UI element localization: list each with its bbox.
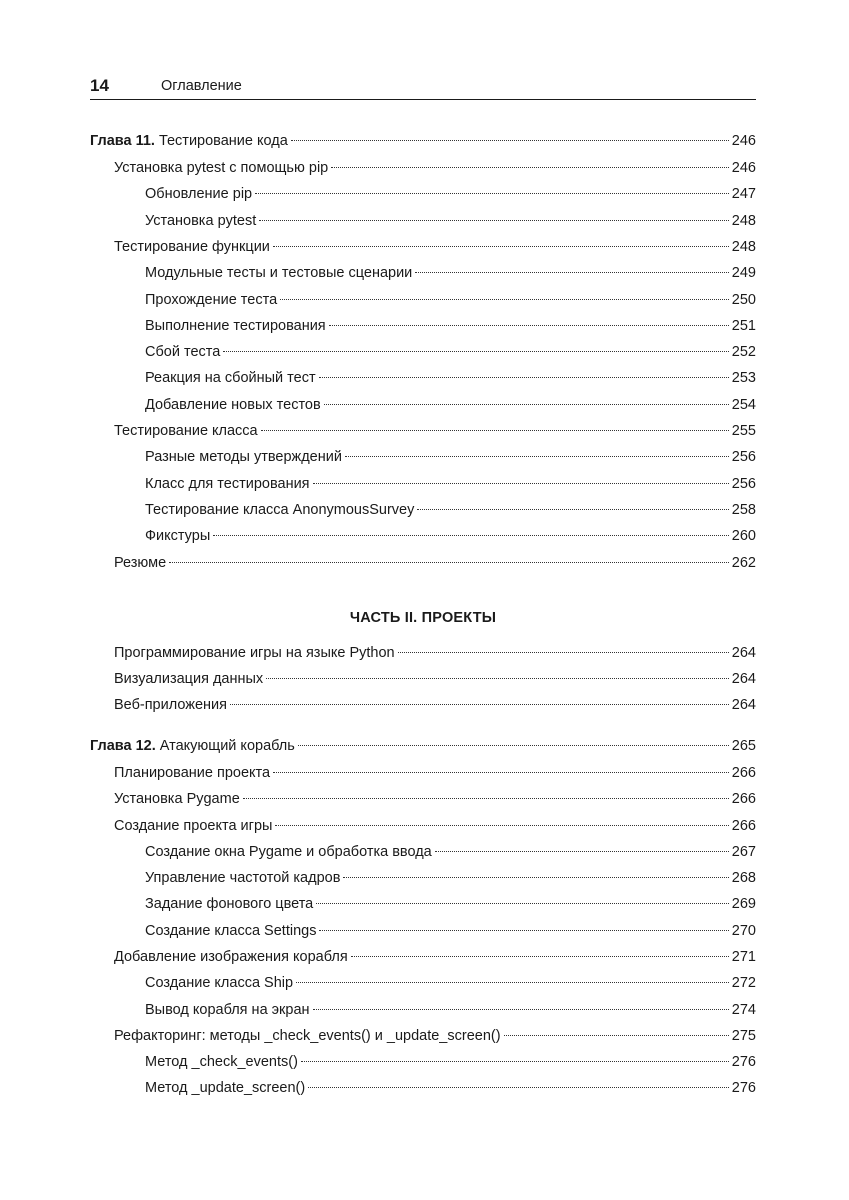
running-title: Оглавление bbox=[161, 78, 242, 94]
toc-page-number: 269 bbox=[731, 896, 756, 912]
toc-title: Создание класса Settings bbox=[145, 923, 317, 939]
toc-page-number: 275 bbox=[731, 1028, 756, 1044]
toc-page-number: 264 bbox=[731, 645, 756, 661]
toc-subsection[interactable] bbox=[145, 211, 756, 231]
toc-title: Установка pytest с помощью pip bbox=[114, 160, 329, 176]
toc-subsection[interactable] bbox=[145, 316, 756, 336]
toc-page-number: 266 bbox=[731, 765, 756, 781]
dot-leader bbox=[313, 1009, 729, 1010]
toc-title: Атакующий корабль bbox=[159, 738, 295, 754]
dot-leader bbox=[415, 272, 729, 273]
dot-leader bbox=[308, 1087, 729, 1088]
toc-subsection[interactable] bbox=[145, 447, 756, 467]
toc-page-number: 255 bbox=[731, 423, 756, 439]
toc-title: Визуализация данных bbox=[114, 671, 264, 687]
toc-page-number: 260 bbox=[731, 528, 756, 544]
toc-subsection[interactable] bbox=[145, 1078, 756, 1098]
toc-title: Тестирование функции bbox=[114, 239, 270, 255]
toc-section[interactable] bbox=[114, 669, 756, 689]
dot-leader bbox=[343, 877, 728, 878]
toc-page-number: 264 bbox=[731, 697, 756, 713]
toc-subsection[interactable] bbox=[145, 395, 756, 415]
toc-page-number: 246 bbox=[731, 133, 756, 149]
toc-page-number: 264 bbox=[731, 671, 756, 687]
toc-title: Фикстуры bbox=[145, 528, 211, 544]
toc-subsection[interactable] bbox=[145, 474, 756, 494]
toc-title: Тестирование класса AnonymousSurvey bbox=[145, 502, 415, 518]
toc-page-number: 265 bbox=[731, 738, 756, 754]
toc-section[interactable] bbox=[114, 816, 756, 836]
chapter-label: Глава 11. bbox=[90, 133, 155, 149]
page-number: 14 bbox=[90, 76, 109, 95]
toc-page-number: 256 bbox=[731, 476, 756, 492]
toc-page-number: 262 bbox=[731, 555, 756, 571]
toc-title: Разные методы утверждений bbox=[145, 449, 342, 465]
toc-page-number: 248 bbox=[731, 213, 756, 229]
toc-title: Резюме bbox=[114, 555, 167, 571]
toc-title: Обновление pip bbox=[145, 186, 253, 202]
toc-title: Задание фонового цвета bbox=[145, 896, 314, 912]
dot-leader bbox=[169, 562, 729, 563]
toc-section[interactable] bbox=[114, 553, 756, 573]
toc-title: Класс для тестирования bbox=[145, 476, 310, 492]
toc-page-number: 272 bbox=[731, 975, 756, 991]
toc-page-number: 248 bbox=[731, 239, 756, 255]
dot-leader bbox=[223, 351, 728, 352]
toc-subsection[interactable] bbox=[145, 973, 756, 993]
toc-subsection[interactable] bbox=[145, 290, 756, 310]
toc-subsection[interactable] bbox=[145, 868, 756, 888]
toc-page-number: 247 bbox=[731, 186, 756, 202]
toc-title: Создание класса Ship bbox=[145, 975, 294, 991]
dot-leader bbox=[316, 903, 729, 904]
toc-page-number: 276 bbox=[731, 1080, 756, 1096]
dot-leader bbox=[345, 456, 729, 457]
toc-page-number: 254 bbox=[731, 397, 756, 413]
toc-chapter-11[interactable] bbox=[90, 131, 756, 151]
dot-leader bbox=[261, 430, 729, 431]
part-heading: ЧАСТЬ II. ПРОЕКТЫ bbox=[349, 610, 497, 626]
toc-section[interactable] bbox=[114, 789, 756, 809]
toc-subsection[interactable] bbox=[145, 1052, 756, 1072]
toc-subsection[interactable] bbox=[145, 842, 756, 862]
dot-leader bbox=[504, 1035, 729, 1036]
dot-leader bbox=[259, 220, 729, 221]
toc-page-number: 266 bbox=[731, 791, 756, 807]
dot-leader bbox=[351, 956, 729, 957]
toc-title: Веб-приложения bbox=[114, 697, 227, 713]
dot-leader bbox=[291, 140, 729, 141]
toc-page-number: 270 bbox=[731, 923, 756, 939]
toc-subsection[interactable] bbox=[145, 184, 756, 204]
toc-page-number: 246 bbox=[731, 160, 756, 176]
toc-title: Вывод корабля на экран bbox=[145, 1002, 310, 1018]
toc-title: Создание проекта игры bbox=[114, 818, 273, 834]
toc-page-number: 276 bbox=[731, 1054, 756, 1070]
toc-subsection[interactable] bbox=[145, 500, 756, 520]
toc-title: Метод _check_events() bbox=[145, 1054, 298, 1070]
dot-leader bbox=[417, 509, 728, 510]
toc-subsection[interactable] bbox=[145, 1000, 756, 1020]
toc-title: Реакция на сбойный тест bbox=[145, 370, 316, 386]
toc-title: Метод _update_screen() bbox=[145, 1080, 306, 1096]
toc-subsection[interactable] bbox=[145, 342, 756, 362]
toc-section[interactable] bbox=[114, 1026, 756, 1046]
dot-leader bbox=[329, 325, 729, 326]
toc-title: Рефакторинг: методы _check_events() и _update_screen() bbox=[114, 1028, 501, 1044]
toc-title: Добавление новых тестов bbox=[145, 397, 321, 413]
toc-page-number: 266 bbox=[731, 818, 756, 834]
chapter-label: Глава 12. bbox=[90, 738, 156, 754]
toc-page-number: 258 bbox=[731, 502, 756, 518]
toc-page-number: 249 bbox=[731, 265, 756, 281]
toc-page-number: 253 bbox=[731, 370, 756, 386]
toc-page-number: 271 bbox=[731, 949, 756, 965]
toc-subsection[interactable] bbox=[145, 526, 756, 546]
toc-page-number: 256 bbox=[731, 449, 756, 465]
toc-section[interactable] bbox=[114, 158, 756, 178]
toc-title: Планирование проекта bbox=[114, 765, 271, 781]
toc-title: Управление частотой кадров bbox=[145, 870, 341, 886]
toc-page-number: 250 bbox=[731, 292, 756, 308]
dot-leader bbox=[243, 798, 729, 799]
toc-page-number: 268 bbox=[731, 870, 756, 886]
toc-page-number: 267 bbox=[731, 844, 756, 860]
toc-page-number: 252 bbox=[731, 344, 756, 360]
toc-chapter-12[interactable] bbox=[90, 736, 756, 756]
toc-title: Установка Pygame bbox=[114, 791, 240, 807]
dot-leader bbox=[324, 404, 729, 405]
toc-title: Тестирование класса bbox=[114, 423, 258, 439]
toc-page-number: 274 bbox=[731, 1002, 756, 1018]
toc-section[interactable] bbox=[114, 763, 756, 783]
dot-leader bbox=[275, 825, 728, 826]
toc-title: Создание окна Pygame и обработка ввода bbox=[145, 844, 432, 860]
toc-section[interactable] bbox=[114, 237, 756, 257]
toc-title: Сбой теста bbox=[145, 344, 221, 360]
dot-leader bbox=[331, 167, 729, 168]
toc-section[interactable] bbox=[114, 421, 756, 441]
toc-subsection[interactable] bbox=[145, 368, 756, 388]
dot-leader bbox=[301, 1061, 729, 1062]
toc-subsection[interactable] bbox=[145, 921, 756, 941]
toc-title: Установка pytest bbox=[145, 213, 257, 229]
toc-title: Выполнение тестирования bbox=[145, 318, 326, 334]
dot-leader bbox=[313, 483, 729, 484]
dot-leader bbox=[298, 745, 729, 746]
dot-leader bbox=[266, 678, 729, 679]
dot-leader bbox=[296, 982, 729, 983]
toc-title: Добавление изображения корабля bbox=[114, 949, 348, 965]
toc-subsection[interactable] bbox=[145, 894, 756, 914]
page-header bbox=[90, 74, 756, 100]
dot-leader bbox=[255, 193, 729, 194]
dot-leader bbox=[213, 535, 729, 536]
toc-section[interactable] bbox=[114, 947, 756, 967]
toc-section[interactable] bbox=[114, 643, 756, 663]
dot-leader bbox=[319, 377, 729, 378]
toc-section[interactable] bbox=[114, 695, 756, 715]
dot-leader bbox=[435, 851, 729, 852]
dot-leader bbox=[280, 299, 729, 300]
toc-title: Программирование игры на языке Python bbox=[114, 645, 395, 661]
dot-leader bbox=[273, 772, 729, 773]
dot-leader bbox=[398, 652, 729, 653]
toc-title: Прохождение теста bbox=[145, 292, 278, 308]
toc-page-number: 251 bbox=[731, 318, 756, 334]
dot-leader bbox=[230, 704, 729, 705]
toc-title: Тестирование кода bbox=[158, 133, 288, 149]
toc-subsection[interactable] bbox=[145, 263, 756, 283]
dot-leader bbox=[273, 246, 729, 247]
toc-title: Модульные тесты и тестовые сценарии bbox=[145, 265, 413, 281]
dot-leader bbox=[319, 930, 728, 931]
